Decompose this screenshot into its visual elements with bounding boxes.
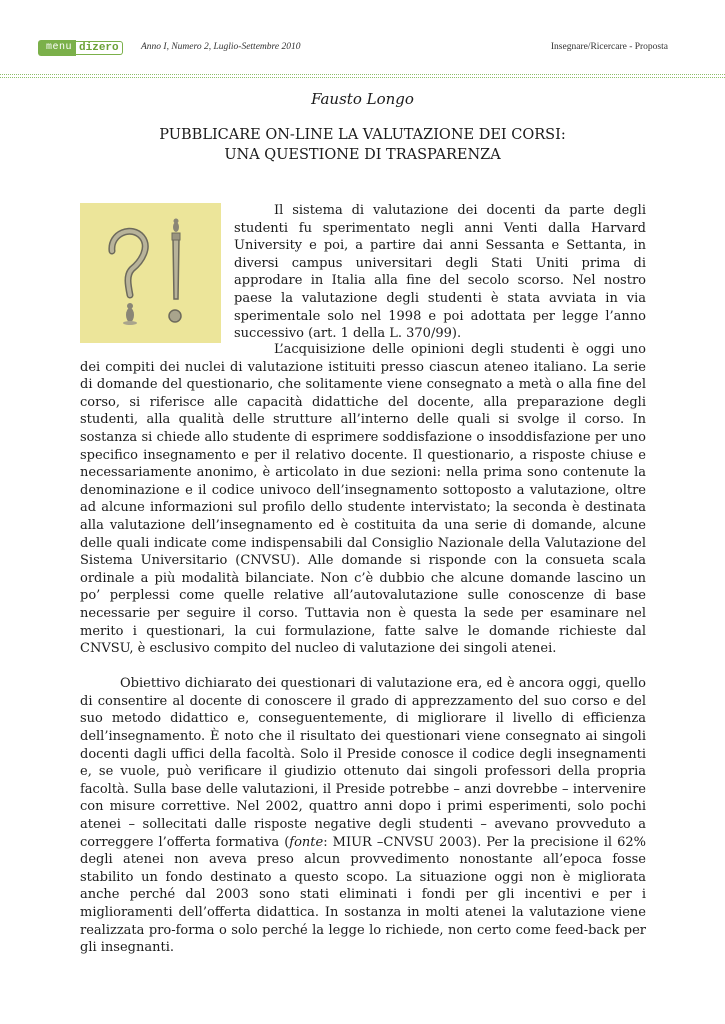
- article-body: [80, 341, 646, 957]
- paragraph-1: Il sistema di valutazione dei docenti da parte degli studenti fu sperimentato negli anni Venti dalla Harvard University e poi, a partire dai anni Sessanta e Settanta, in diversi campus universitari degli Stati Uniti prima di approdare in Italia alla fine del secolo scorso. Nel nostro paese la valutazione degli studenti è stata avviata in via sperimentale solo nel 1998 e poi adottata per legge l’anno successivo (art. 1 della L. 370/99).: [234, 203, 646, 342]
- illustration-drawing: [80, 203, 221, 343]
- issue-info: Anno I, Numero 2, Luglio-Settembre 2010: [141, 42, 301, 52]
- paragraph-2: L’acquisizione delle opinioni degli studenti è oggi uno dei compiti dei nuclei di valutazione istituiti presso ciascun ateneo italiano. La serie di domande del questionario, che solitamente viene consegnato a metà o alla fine del corso, si riferisce alle capacità didattiche del docente, alla preparazione degli studenti, alla qualità delle strutture all’interno delle quali si svolge il corso. In sostanza si chiede allo studente di esprimere soddisfazione o insoddisfazione per uno specifico insegnamento e per il relativo docente. Il questionario, a risposte chiuse e necessariamente anonimo, è articolato in due sezioni: nella prima sono contenute la denominazione e il codice univoco dell’insegnamento sottoposto a valutazione, oltre ad alcune informazioni sul profilo dello studente intervistato; la seconda è destinata alla valutazione dell’insegnamento ed è costituita da una serie di domande, alcune delle quali indicate come indispensabili dal Consiglio Nazionale della Valutazione del Sistema Universitario (CNVSU). Alle domande si risponde con la consueta scala ordinale a più modalità bilanciate. Non c’è dubbio che alcune domande lascino un po’ perplessi come quelle relative all’autovalutazione sulle conoscenze di base necessarie per seguire il corso. Tuttavia non è questa la sede per esaminare nel merito i questionari, la cui formulazione, fatte salve le domande richieste dal CNVSU, è esclusivo compito del nucleo di valutazione dei singoli atenei.: [80, 342, 646, 657]
- paragraph-3-part-b: : MIUR –CNVSU 2003). Per la precisione il 62% degli atenei non aveva preso alcun provvedimento nonostante all’epoca fosse stabilito un fondo destinato a questo scopo. La situazione oggi non è migliorata anche perché dal 2003 sono stati eliminati i fondi per gli incentivi e per i miglioramenti dell’offerta didattica. In sostanza in molti atenei la valutazione viene realizzata pro-forma o solo perché la legge lo richiede, non certo come feed-back per gli insegnanti.: [80, 834, 646, 956]
- header-divider-secondary: [0, 77, 725, 78]
- section-label: Insegnare/Ricercare - Proposta: [550, 42, 668, 52]
- paragraph-3: [80, 675, 646, 957]
- logo-menu-text: menu: [38, 40, 76, 56]
- logo-dizero-text: dizero: [76, 41, 123, 55]
- article-title: [0, 125, 725, 165]
- page-header: [38, 40, 668, 58]
- paragraph-3-part-a: Obiettivo dichiarato dei questionari di valutazione era, ed è ancora oggi, quello di consentire al docente di conoscere il grado di apprezzamento del suo corso e del suo metodo didattico e, conseguentemente, di migliorare il livello di efficienza dell’insegnamento. È noto che il risultato dei questionari viene consegnato ai singoli docenti dagli uffici della facoltà. Solo il Preside conosce il codice degli insegnamenti e, se vuole, può verificare il giudizio ottenuto dai singoli professori della propria facoltà. Sulla base delle valutazioni, il Preside potrebbe – anzi dovrebbe – intervenire con misure correttive. Nel 2002, quattro anni dopo i primi esperimenti, solo pochi atenei – sollecitati dalle risposte negative degli studenti – avevano provveduto a correggere l’offerta formativa (: [80, 676, 646, 850]
- article-title-line-2: UNA QUESTIONE DI TRASPARENZA: [224, 147, 501, 163]
- question-exclamation-illustration: [80, 203, 221, 343]
- journal-logo: [38, 40, 123, 56]
- intro-column: [234, 202, 646, 343]
- article-author: Fausto Longo: [311, 90, 414, 108]
- header-divider: [0, 74, 725, 75]
- paragraph-3-fonte: fonte: [289, 834, 324, 850]
- article-title-line-1: PUBBLICARE ON-LINE LA VALUTAZIONE DEI CORSI:: [159, 127, 566, 143]
